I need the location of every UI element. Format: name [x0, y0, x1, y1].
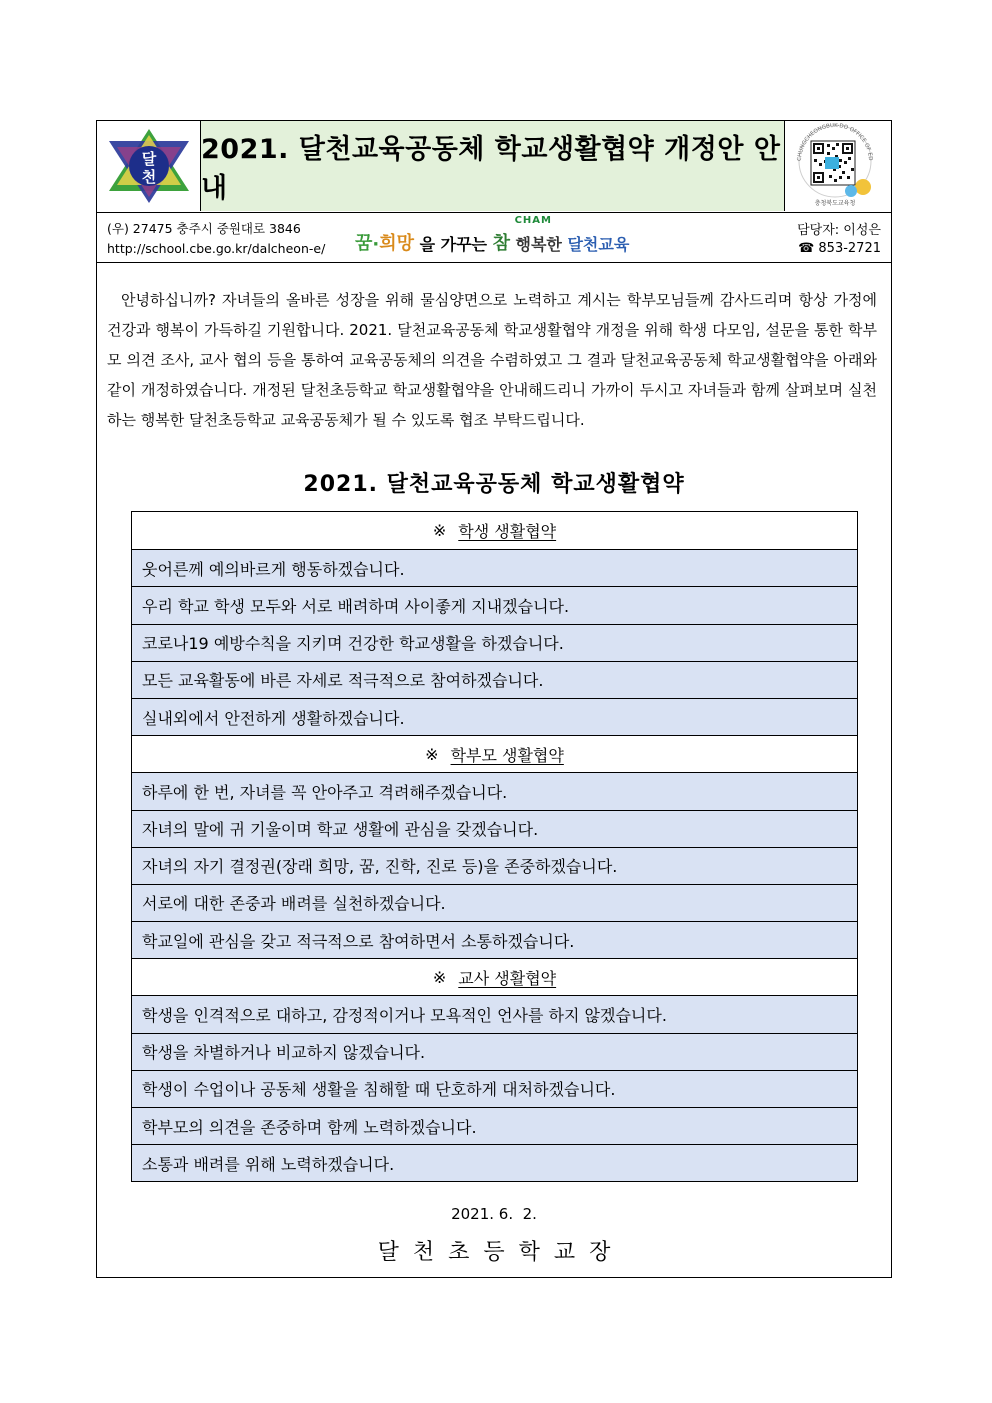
- parent-pact-label: 학부모 생활협약: [450, 745, 564, 765]
- qr-code-badge: [785, 121, 891, 211]
- slogan-happy: 행복한: [509, 235, 568, 254]
- parent-pact-header: [132, 735, 857, 772]
- table-row: 학생이 수업이나 공동체 생활을 침해할 때 단호하게 대처하겠습니다.: [132, 1070, 857, 1107]
- school-logo: [97, 121, 201, 211]
- slogan-dot: ·: [372, 234, 380, 255]
- pact-table: [131, 511, 858, 1182]
- table-row: 학부모의 의견을 존중하며 함께 노력하겠습니다.: [132, 1107, 857, 1144]
- reference-mark: ※: [432, 967, 447, 987]
- qr-arc-text: CHUNGCHEONGBUK-DO OFFICE OF ED: [796, 122, 874, 162]
- table-row: 자녀의 자기 결정권(장래 희망, 꿈, 진학, 진로 등)을 존중하겠습니다.: [132, 847, 857, 884]
- table-row: 코로나19 예방수칙을 지키며 건강한 학교생활을 하겠습니다.: [132, 624, 857, 661]
- teacher-pact-label: 교사 생활협약: [458, 968, 557, 988]
- info-bar: [97, 213, 891, 263]
- table-row: 실내외에서 안전하게 생활하겠습니다.: [132, 698, 857, 735]
- issue-date: 2021. 6. 2.: [451, 1205, 537, 1223]
- section-title: 2021. 달천교육공동체 학교생활협약: [303, 472, 685, 497]
- qr-caption: 충청북도교육청: [814, 200, 856, 207]
- header: [97, 121, 891, 213]
- table-row: 웃어른께 예의바르게 행동하겠습니다.: [132, 549, 857, 586]
- slogan-school: 달천교육: [567, 235, 630, 254]
- table-row: 하루에 한 번, 자녀를 꼭 안아주고 격려해주겠습니다.: [132, 772, 857, 809]
- logo-text-bottom: 천: [141, 168, 157, 186]
- contact-phone: ☎ 853-2721: [798, 241, 881, 256]
- table-row: 모든 교육활동에 바른 자세로 적극적으로 참여하겠습니다.: [132, 661, 857, 698]
- slogan-dream: 꿈: [355, 233, 373, 254]
- slogan-hope: 희망: [379, 233, 415, 254]
- title-banner: [201, 121, 785, 211]
- table-row: 우리 학교 학생 모두와 서로 배려하며 사이좋게 지내겠습니다.: [132, 586, 857, 623]
- student-pact-label: 학생 생활협약: [458, 522, 557, 542]
- table-row: 학교일에 관심을 갖고 적극적으로 참여하면서 소통하겠습니다.: [132, 921, 857, 958]
- slogan-mid: 을 가꾸는: [414, 235, 493, 254]
- logo-text-top: 달: [141, 150, 157, 168]
- reference-mark: ※: [425, 744, 439, 764]
- table-row: 학생을 인격적으로 대하고, 감정적이거나 모욕적인 언사를 하지 않겠습니다.: [132, 995, 857, 1032]
- table-row: 학생을 차별하거나 비교하지 않겠습니다.: [132, 1033, 857, 1070]
- slogan-cham: 참: [492, 233, 510, 254]
- page-title: 2021. 달천교육공동체 학교생활협약 개정안 안내: [201, 134, 781, 204]
- table-row: 자녀의 말에 귀 기울이며 학교 생활에 관심을 갖겠습니다.: [132, 810, 857, 847]
- slogan-cham-en: CHAM: [514, 215, 552, 226]
- slogan: [355, 215, 630, 255]
- intro-paragraph: 안녕하십니까? 자녀들의 올바른 성장을 위해 물심양면으로 노력하고 계시는 학부모님들께 감사드리며 항상 가정에 건강과 행복이 가득하길 기원합니다. 2021. 달천교육공동체 학교생활협약 개정을 위해 학생 다모임, 설문을 통한 학부모 의견 조사, 교사 협의 등을 통하여 교육공동체의 의견을 수렴하였고 그 결과 달천교육공동체 학교생활협약을 아래와 같이 개정하였습니다. 개정된 달천초등학교 학교생활협약을 안내해드리니 가까이 두시고 자녀들과 함께 살펴보며 실천하는 행복한 달천초등학교 교육공동체가 될 수 있도록 협조 부탁드립니다.: [107, 291, 877, 429]
- teacher-pact-header: [132, 958, 857, 995]
- reference-mark: ※: [432, 521, 447, 541]
- principal-signature: 달천초등학교장: [377, 1240, 625, 1265]
- table-row: 소통과 배려를 위해 노력하겠습니다.: [132, 1144, 857, 1181]
- notice-frame: [96, 120, 892, 1278]
- school-address: (우) 27475 충주시 중원대로 3846: [107, 221, 301, 236]
- contact-person: 담당자: 이성은: [797, 223, 881, 238]
- school-url[interactable]: http://school.cbe.go.kr/dalcheon-e/: [107, 241, 326, 256]
- student-pact-header: [132, 512, 857, 549]
- table-row: 서로에 대한 존중과 배려를 실천하겠습니다.: [132, 884, 857, 921]
